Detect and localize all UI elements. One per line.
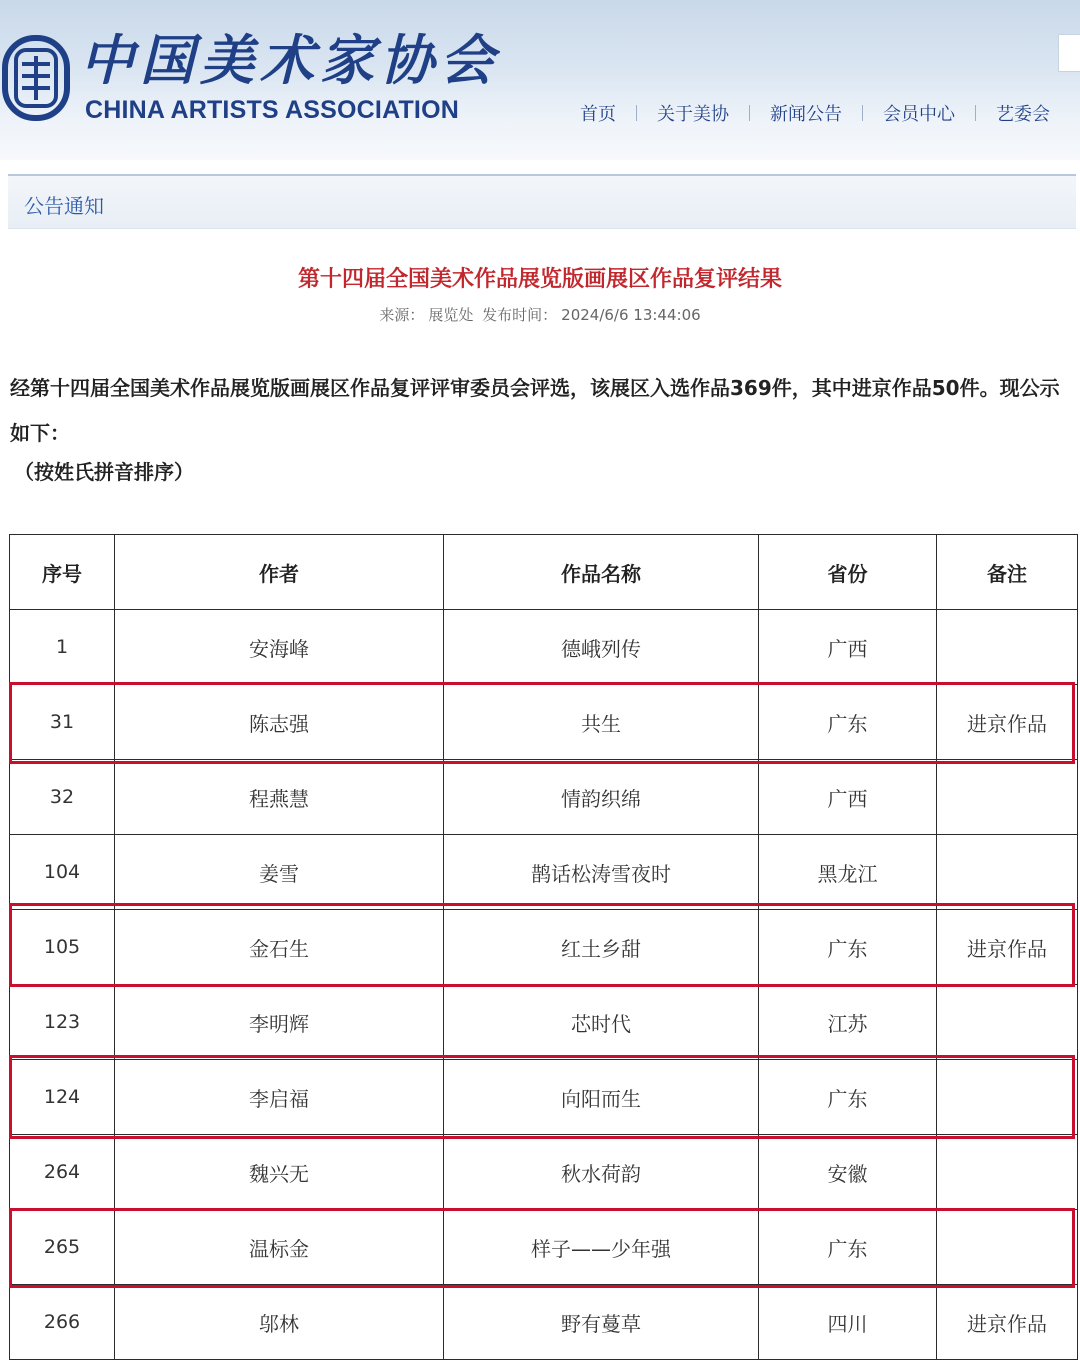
cell-author: 姜雪: [115, 835, 444, 910]
cell-no: 264: [10, 1135, 115, 1210]
cell-work: 鹊话松涛雪夜时: [444, 835, 759, 910]
cell-author: 金石生: [115, 910, 444, 985]
section-title[interactable]: 公告通知: [24, 194, 104, 218]
nav-members[interactable]: 会员中心: [883, 104, 955, 125]
cell-note: [937, 1210, 1078, 1285]
table-row: [10, 1135, 1078, 1210]
table-row: [10, 685, 1078, 760]
cell-province: 江苏: [759, 985, 937, 1060]
cell-work: 样子——少年强: [444, 1210, 759, 1285]
table-row: [10, 835, 1078, 910]
sort-note: （按姓氏拼音排序）: [14, 460, 194, 484]
cell-no: 124: [10, 1060, 115, 1135]
header-no: 序号: [10, 535, 115, 610]
cell-province: 广东: [759, 685, 937, 760]
cell-province: 广东: [759, 1060, 937, 1135]
cell-note: [937, 835, 1078, 910]
cell-note: [937, 985, 1078, 1060]
cell-work: 向阳而生: [444, 1060, 759, 1135]
table-header-row: [10, 535, 1078, 610]
section-bar: [8, 174, 1076, 229]
results-table: [9, 534, 1078, 1360]
article-meta: [0, 304, 1080, 325]
search-box[interactable]: [1058, 34, 1080, 72]
cell-note: 进京作品: [937, 910, 1078, 985]
cell-work: 红土乡甜: [444, 910, 759, 985]
main-nav: [560, 100, 1070, 126]
cell-no: 31: [10, 685, 115, 760]
table-row: [10, 910, 1078, 985]
cell-work: 共生: [444, 685, 759, 760]
cell-author: 陈志强: [115, 685, 444, 760]
cell-note: [937, 760, 1078, 835]
cell-no: 123: [10, 985, 115, 1060]
cell-province: 四川: [759, 1285, 937, 1360]
cell-province: 安徽: [759, 1135, 937, 1210]
cell-author: 李启福: [115, 1060, 444, 1135]
cell-province: 广西: [759, 610, 937, 685]
cell-work: 秋水荷韵: [444, 1135, 759, 1210]
cell-author: 程燕慧: [115, 760, 444, 835]
cell-author: 李明辉: [115, 985, 444, 1060]
time-value: 2024/6/6 13:44:06: [561, 306, 701, 324]
article-intro: 经第十四届全国美术作品展览版画展区作品复评评审委员会评选，该展区入选作品369件，其中进京作品50件。现公示如下：: [10, 376, 1060, 445]
cell-note: [937, 1060, 1078, 1135]
cell-author: 魏兴无: [115, 1135, 444, 1210]
header-province: 省份: [759, 535, 937, 610]
cell-province: 广西: [759, 760, 937, 835]
cell-no: 104: [10, 835, 115, 910]
table-row: [10, 1060, 1078, 1135]
cell-no: 266: [10, 1285, 115, 1360]
cell-note: 进京作品: [937, 1285, 1078, 1360]
cell-work: 德峨列传: [444, 610, 759, 685]
cell-no: 1: [10, 610, 115, 685]
cell-no: 265: [10, 1210, 115, 1285]
cell-note: [937, 610, 1078, 685]
header-work: 作品名称: [444, 535, 759, 610]
table-row: [10, 610, 1078, 685]
cell-work: 野有蔓草: [444, 1285, 759, 1360]
cell-note: 进京作品: [937, 685, 1078, 760]
header-author: 作者: [115, 535, 444, 610]
cell-author: 安海峰: [115, 610, 444, 685]
article-title: 第十四届全国美术作品展览版画展区作品复评结果: [297, 267, 782, 292]
cell-work: 芯时代: [444, 985, 759, 1060]
site-logo-english[interactable]: CHINA ARTISTS ASSOCIATION: [85, 96, 459, 124]
nav-art-committee[interactable]: 艺委会: [996, 104, 1050, 125]
source-value: 展览处: [428, 306, 474, 324]
cell-work: 情韵织绵: [444, 760, 759, 835]
site-header: [0, 0, 1080, 160]
cell-author: 邬林: [115, 1285, 444, 1360]
cell-note: [937, 1135, 1078, 1210]
table-row: [10, 1210, 1078, 1285]
cell-province: 黑龙江: [759, 835, 937, 910]
header-note: 备注: [937, 535, 1078, 610]
nav-news[interactable]: 新闻公告: [770, 104, 842, 125]
cell-no: 32: [10, 760, 115, 835]
cell-province: 广东: [759, 910, 937, 985]
nav-about[interactable]: 关于美协: [657, 104, 729, 125]
time-label: 发布时间：: [482, 306, 558, 324]
cell-no: 105: [10, 910, 115, 985]
source-label: 来源：: [379, 306, 425, 324]
nav-home[interactable]: 首页: [580, 104, 616, 125]
cell-author: 温标金: [115, 1210, 444, 1285]
table-row: [10, 985, 1078, 1060]
cell-province: 广东: [759, 1210, 937, 1285]
site-logo-chinese[interactable]: 中国美术家协会: [80, 28, 500, 92]
association-seal-icon: [2, 30, 70, 126]
table-row: [10, 1285, 1078, 1360]
table-row: [10, 760, 1078, 835]
